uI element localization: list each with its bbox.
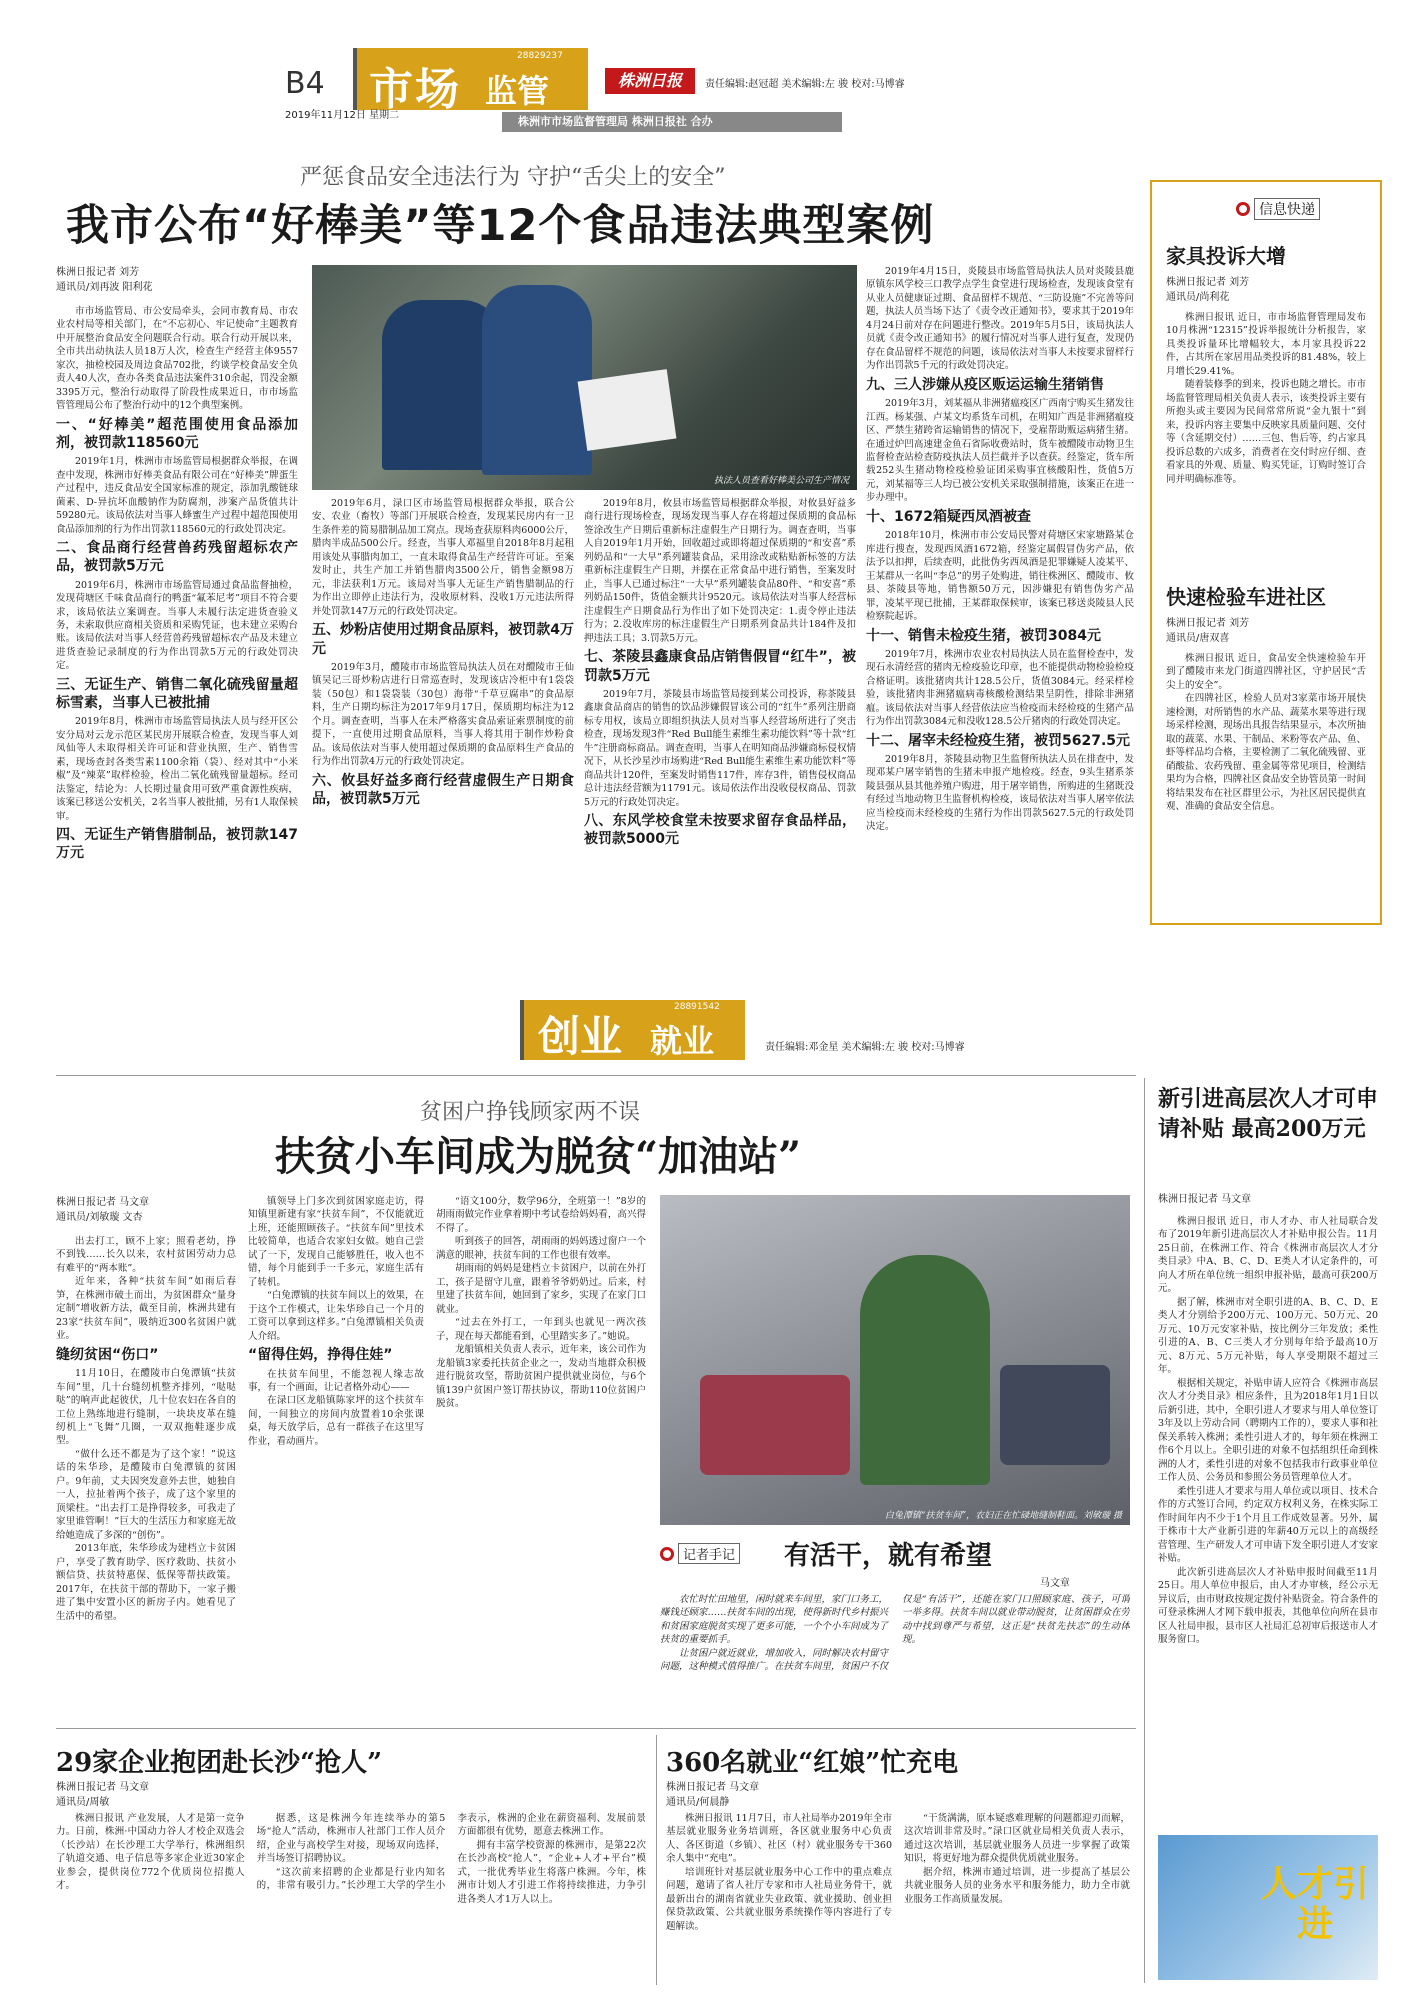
lead-col1 [56, 305, 298, 925]
reporter-note [660, 1535, 1130, 1715]
note-body: 农忙时忙田地里，闲时就来车间里，家门口务工，赚钱还顾家……扶贫车间的出现，使得新时代乡村振兴和贫困家庭脱贫实现了更多可能，一个个小车间成为了扶贫的重要抓手。 让贫困户就近就业，增加收入，同时解决农村留守问题，这种模式值得推广。在扶贫车间里，贫困户不仅仅是“有活干”，还能在家门口照顾家庭、孩子，可谓一举多得。扶贫车间以就业带动脱贫，让贫困群众在劳动中找到尊严与希望，这正是“扶贫先扶志”的生动体现。 [660, 1594, 1130, 1673]
issue-date: 2019年11月12日 星期二 [285, 110, 400, 121]
case-3-text: 2019年8月，株洲市市场监管局执法人员与经开区公安分局对云龙示范区某民房开展联合检查，发现当事人刘凤仙等人未取得相关许可证和营业执照，生产、销售雪素，现场查封各类雪素1100余箱（袋）、经对其中“小米椒”及“辣菜”取样检验，检出二氧化硫残留量超标。经司法鉴定，结论为：人长期过量食用可致严重食源性疾病，该案已移送公安机关，2名当事人被批捕，另有1人取保候审。 [56, 716, 298, 822]
case-9-title: 九、三人涉嫌从疫区贩运运输生猪销售 [866, 376, 1104, 393]
story5-headline: 新引进高层次人才可申请补贴 最高200万元 [1158, 1086, 1379, 1142]
info-article-1-body: 株洲日报讯 近日，市市场监督管理局发布10月株洲“12315”投诉举报统计分析报告，家具类投诉量环比增幅较大，本月家具投诉22件，占其所在家居用品类投诉的81.48%，较上月增长29.41%。 随着装修季的到来，投诉也随之增长。市市场监督管理局相关负责人表示，该类投诉主要有所抱头或主要因为民间常常所说“金九银十”到来，投诉内容主要集中反映家具质量问题、交付等（含延期交付）……三包、售后等，约占家具投诉总数的六成多，消费者在交付时应仔细、查看家具的外观、质量、购买凭证，订购时签订合同并明确标准等。 [1166, 312, 1366, 485]
story4-byline: 株洲日报记者 马文章 通讯员/何晨静 [666, 1782, 760, 1808]
story4-headline: 360名就业“红娘”忙充电 [666, 1748, 959, 1778]
note-author: 马文章 [1040, 1578, 1070, 1589]
section2-editors: 责任编辑:邓金星 美术编辑:左 骏 校对:马博睿 [765, 1042, 965, 1053]
coop-bar: 株洲市市场监督管理局 株洲日报社 合办 [502, 112, 842, 132]
case-9-text: 2019年3月，刘某福从非洲猪瘟疫区广西南宁购买生猪发往江西。杨某强、卢某文均系货车司机，在明知广西是非洲猪瘟疫区、严禁生猪跨省运输销售的情况下，受雇帮助贩运病猪生猪。在通过炉凹高速建金鱼石省际收费站时，货车被醴陵市动物卫生监督检查站检查防疫执法人员拦截并予以查获。经鉴定，货车所载252头生猪动物检疫检验证团采购事宜核酸阳性，货值5万元，刘某福等三人均已被公安机关采取强制措施，该案正在进一步办理中。 [866, 398, 1134, 504]
case-12-text: 2019年8月，茶陵县动物卫生监督所执法人员在排查中，发现邓某户屠宰销售的生猪未申报产地检疫。经查，9头生猪系茶陵县强从县其他养殖户购进，用于屠宰销售，所购进的生猪既没有经过当地动物卫生监督机构检疫，该局依法对当事人屠宰依法应当检疫而未经检疫的生猪行为作出罚款5627.5元的行政处罚决定。 [866, 753, 1134, 833]
story3-body: 株洲日报讯 产业发展，人才是第一竞争力。日前，株洲·中国动力谷人才校企双选会（长沙站）在长沙理工大学举行，株洲组织了轨道交通、电子信息等多家企业近30家企业参会，提供岗位772个优质岗位招揽人才。 据悉，这是株洲今年连续举办的第5场“抢人”活动，株洲市人社部门工作人员介绍，企业与高校学生对接，现场双向选择，并当场签订招聘协议。 “这次前来招聘的企业都是行业内知名的，非常有吸引力。”长沙理工大学的学生小李表示，株洲的企业在薪资福利、发展前景方面都很有优势，愿意去株洲工作。 拥有丰富学校资源的株洲市，是第22次在长沙高校“抢人”，“企业+人才+平台”模式，一批优秀毕业生将落户株洲。今年，株洲市计划人才引进工作将持续推进，力争引进各类人才1万人以上。 [56, 1813, 646, 1905]
section2-header [520, 1000, 1320, 1070]
story5-body: 株洲日报讯 近日，市人才办、市人社局联合发布了2019年新引进高层次人才补贴申报公告。11月25日前，在株洲工作、符合《株洲市高层次人才分类目录》中A、B、C、D、E类人才认定条件的，可向人才所在单位统一组织申报补贴，最高可获200万元。 据了解，株洲市对全职引进的A、B、C、D、E类人才分别给予200万元、100万元、50万元、20万元、10万元安家补贴，按比例分三年发放；柔性引进的A、B、C三类人才分别每年给予最高10万元、8万元、5万元补贴，每人享受期限不超过三年。 根据相关规定，补贴申请人应符合《株洲市高层次人才分类目录》相应条件，且为2018年1月1日以后新引进，其中，全职引进人才要求与用人单位签订3年及以上劳动合同（聘期内工作的），要求人事和社保关系转入株洲；柔性引进人才的，每年须在株洲工作6个月以上。全职引进的对象不包括组织任命到株洲的人才，柔性引进的对象不包括我市行政事业单位工作人员、公务员和参照公务员管理单位人才。 柔性引进人才要求与用人单位或以项目、技术合作的方式签订合同，约定双方权利义务，在株实际工作时间年内不少于1个月且工作成效显著。另外，属于株市十大产业新引进的年薪40万元以上的高级经营管理、生产研发人才可申请下发全职引进人才安家补贴。 此次新引进高层次人才补贴申报时间截至11月25日。用人单位申报后，由人才办审核，经公示无异议后，由市财政按规定拨付补贴资金。符合条件的可登录株洲人才网下载申报表，其他单位向所在县市区人社局申报，县市区人社局汇总初审后报送市人才服务窗口。 [1158, 1216, 1378, 1646]
talent-badge-text: 人才引进 [1260, 1864, 1369, 1945]
case-10-text: 2018年10月，株洲市市公安局民警对荷塘区宋家塘路某仓库进行搜查，发现西凤酒1672箱，经鉴定属假冒伪劣产品，依法予以扣押，后续查明，此批伪劣西凤酒是犯罪嫌疑人凌某平、王某群从一名叫“李总”的男子处购进，销往株洲区、醴陵市、攸县、茶陵县等地，销售额50万元，因涉嫌犯有销售伪劣产品罪，凌某平现已批捕，王某群取保候审，该案已移送炎陵县人民检察院起诉。 [866, 530, 1134, 623]
editors-line: 责任编辑:赵冠超 美术编辑:左 骏 校对:马博睿 [705, 79, 905, 90]
note-dot-icon [660, 1547, 674, 1561]
story2-photo-caption: 白兔潭镇“扶贫车间”，农妇正在忙碌地缝制鞋面。刘敏璇 摄 [884, 1511, 1122, 1521]
case-11-text: 2019年7月，株洲市农业农村局执法人员在监督检查中，发现石永清经营的猪肉无检疫验讫印章，也不能提供动物检验检疫合格证明。该批猪肉共计128.5公斤，货值3084元。经采样检验，该批猪肉非洲猪瘟病毒核酸检测结果呈阴性，排除非洲猪瘟。该局依法对当事人经营依法应当检疫而未经检疫的生猪产品行为作出罚款3084元和没收128.5公斤猪肉的行政处罚决定。 [866, 648, 1134, 728]
note-label: 记者手记 有活干，就有希望 [660, 1535, 1130, 1572]
section-badge [353, 48, 588, 115]
case-6-text: 2019年8月，攸县市场监管局根据群众举报，对攸县好益多商行进行现场检查，现场发现当事人存在将超过保质期的食品标签涂改生产日期后重新标注虚假生产日期行为。调查查明，当事人自2019年1月开始，回收超过或即将超过保质期的“和安喜”系列奶品和“一大早”系列罐装食品，采用涂改或粘贴新标签的方法重新标注虚假生产日期，并摆在正常食品中进行销售，至案发时止，当事人已通过标注“一大早”系列罐装食品80件、“和安喜”系列奶品150件，货值金额共计9520元。该局依法对当事人经营标注虚假生产日期食品行为作出了如下处罚决定：1.责令停止违法行为；2.没收库房的标注虚假生产日期系列食品共计184件及扣押违法工具；3.罚款5万元。 [584, 498, 856, 644]
page-number: B4 [285, 66, 325, 101]
case-2-text: 2019年6月，株洲市市场监管局通过食品监督抽检，发现荷塘区千味食品商行的鸭蛋“氟苯尼考”项目不符合要求，该局依法立案调查。当事人未履行法定进货查验义务，未索取供应商相关资质和采购凭证，也未建立采购台账。该局依法对当事人经营兽药残留超标农产品及未建立进货查验记录制度的行为作出罚款5万元的行政处罚决定。 [56, 579, 298, 672]
section2-title-small: 就业 [650, 1022, 715, 1060]
case-4-title: 四、无证生产销售腊制品，被罚款147万元 [56, 827, 298, 862]
case-11-title: 十一、销售未检疫生猪，被罚3084元 [866, 627, 1101, 644]
section2-badge [520, 1000, 745, 1060]
case-5-title: 五、炒粉店使用过期食品原料，被罚款4万元 [312, 622, 574, 657]
story5-byline: 株洲日报记者 马文章 [1158, 1194, 1252, 1205]
story2-col3: “语文100分，数学96分，全班第一！”8岁的胡雨雨做完作业拿着期中考试卷给妈妈看，高兴得不得了。 听到孩子的回答，胡雨雨的妈妈透过窗户一个满意的眼神，扶贫车间的工作也很有效率。 胡雨雨的妈妈是建档立卡贫困户，以前在外打工，孩子是留守儿童，跟着爷爷奶奶过。后来，村里建了扶贫车间，她回到了家乡，实现了在家门口就业。 “过去在外打工，一年到头也就见一两次孩子，现在每天都能看到，心里踏实多了。”她说。 龙船镇相关负责人表示，近年来，该公司作为龙船镇3家委托扶贫企业之一，发动当地群众积极进行脱贫攻坚，帮助贫困户提供就业岗位，与6个镇139户贫困户签订帮扶协议，帮助110位贫困户脱贫。 [436, 1196, 646, 1410]
info-dot-icon [1236, 202, 1250, 216]
case-6-title: 六、攸县好益多商行经营虚假生产日期食品，被罚款5万元 [312, 772, 574, 807]
section-phone: 28829237 [517, 51, 563, 61]
story2-headline: 扶贫小车间成为脱贫“加油站” [275, 1133, 802, 1180]
talent-badge-image [1158, 1835, 1378, 1980]
section2-phone: 28891542 [674, 1002, 720, 1012]
info-article-1-title: 家具投诉大增 [1166, 244, 1286, 268]
case-5-text: 2019年3月，醴陵市市场监管局执法人员在对醴陵市王仙镇吴记三哥炒粉店进行日常巡查时，发现该店冷柜中有1袋袋装（50包）和1袋袋装（30包）海带“千草豆腐串”的食品原料，生产日期均标注为2017年9月17日，保质期均标注为12个月。调查查明，当事人在未严格落实食品索证索票制度的前提下，一直使用过期食品原料，当事人将其用于制作炒粉食品。该局依法对当事人使用超过保质期的食品原料生产食品的行为作出罚款4万元的行政处罚决定。 [312, 661, 574, 768]
newspaper-logo: 株洲日报 [605, 68, 695, 94]
story2-sub1: 缝纫贫困“伤口” [56, 1346, 159, 1363]
case-10-title: 十、1672箱疑西凤酒被查 [866, 508, 1031, 525]
case-2-title: 二、食品商行经营兽药残留超标农产品，被罚款5万元 [56, 540, 298, 575]
case-1-text: 2019年1月，株洲市市场监管局根据群众举报，在调查中发现，株洲市好棒美食品有限公司在“好棒美”牌蛋生产过程中，违反食品安全国家标准的规定，添加乳酸链球菌素、D-异抗坏血酸钠作为防腐剂，涉案产品货值共计59280元。该局依法对当事人蜂蜜生产过程中超范围使用食品添加剂的行为作出罚款118560元的行政处罚决定。 [56, 456, 298, 535]
section-title-small: 监管 [485, 72, 550, 110]
case-12-title: 十二、屠宰未经检疫生猪，被罚5627.5元 [866, 732, 1131, 749]
lead-col2 [312, 497, 574, 925]
info-article-2-body: 株洲日报讯 近日，食品安全快速检验车开到了醴陵市来龙门街道四牌社区，守护居民“舌尖上的安全”。 在四牌社区，检验人员对3家菜市场开展快速检测，对所销售的水产品、蔬菜水果等进行现场采样检测，现场出具报告结果显示，本次所抽取的蔬菜、水果、干制品、米粉等农产品、鱼、虾等样品均合格，主要检测了二氧化硫残留、亚硝酸盐、农药残留、重金属等常见项目，检测结果均为合格，四牌社区食品安全协管员第一时间将结果发布在社区群里公示，为社区居民提供直观、准确的食品安全信息。 [1166, 653, 1366, 813]
note-title: 有活干，就有希望 [784, 1541, 993, 1571]
case-1-title: 一、“好棒美”超范围使用食品添加剂，被罚款118560元 [56, 416, 298, 452]
info-box-label: 信息快递 [1236, 198, 1366, 220]
lead-byline: 株洲日报记者 刘芳 通讯员/刘再波 阳利花 [56, 267, 153, 293]
lead-col3 [584, 497, 856, 925]
story2-kicker: 贫困户挣钱顾家两不误 [420, 1100, 641, 1125]
section-title-big: 市场 [369, 64, 461, 115]
lead-col4 [866, 265, 1134, 925]
story3-byline: 株洲日报记者 马文章 通讯员/周敏 [56, 1782, 150, 1808]
story2-byline: 株洲日报记者 马文章 通讯员/刘敏璇 文杏 [56, 1197, 150, 1223]
story2-col1: 出去打工，顾不上家；照看老幼，挣不到钱……长久以来，农村贫困劳动力总有难平的“两本账”。 近年来，各种“扶贫车间”如雨后春笋，在株洲市破土而出，为贫困群众“量身定制”增收新方法，截至目前，株洲共建有23家“扶贫车间”，吸纳近300名贫困户就业。 缝纫贫困“伤口” 11月10日，在醴陵市白兔潭镇“扶贫车间”里，几十台缝纫机整齐排列，“哒哒哒”的响声此起彼伏，几十位农妇在各自的工位上熟练地进行缝制，一块块皮革在缝纫机上“飞舞”几圈，一双双拖鞋逐步成型。 “做什么还不都是为了这个家！”说这话的朱华珍，是醴陵市白兔潭镇的贫困户。9年前，丈夫因突发意外去世，她独自一人，拉扯着两个孩子，成了这个家里的顶梁柱。“出去打工是挣得较多，可我走了家里谁管啊！”巨大的生活压力和家庭无故给她造成了多深的“创伤”。 2013年底，朱华珍成为建档立卡贫困户，享受了教育助学、医疗救助、扶贫小额信贷、扶贫特惠保、低保等帮扶政策。2017年，在扶贫干部的帮助下，一家子搬进了集中安置小区的新房子内。她看见了生活中的希望。 [56, 1236, 236, 1622]
story2-sub2: “留得住妈，挣得住娃” [248, 1347, 393, 1364]
case-4-text: 2019年6月，渌口区市场监管局根据群众举报，联合公安、农业（畜牧）等部门开展联合检查，发现某民房内有一卫生条件差的简易腊制品加工窝点。现场查获原料肉6000公斤，腊肉半成品500公斤。经查，当事人邓福里自2018年8月起租用该处从事腊肉加工，一直未取得食品生产经营许可证。至案发时止，共生产加工并销售腊肉3500公斤，销售金额98万元，非法获利1万元。该局对当事人无证生产销售腊制品的行为作出立即停止违法行为，没收原材料、没收1万元违法所得并处罚款147万元的行政处罚决定。 [312, 498, 574, 617]
story3-headline: 29家企业抱团赴长沙“抢人” [56, 1748, 383, 1778]
lead-headline: 我市公布“好棒美”等12个食品违法典型案例 [66, 201, 935, 251]
story4-body: 株洲日报讯 11月7日，市人社局举办2019年全市基层就业服务业务培训班，各区就业服务中心负责人、各区街道（乡镇）、社区（村）就业服务专干360余人集中“充电”。 培训班针对基层就业服务中心工作中的重点难点问题，邀请了省人社厅专家和市人社局业务骨干，就最新出台的湖南省就业失业政策、就业援助、创业担保贷款政策、公共就业服务系统操作等内容进行了专题解读。 “干货满满，原本疑惑难理解的问题都迎刃而解，这次培训非常及时。”渌口区就业局相关负责人表示，通过这次培训，基层就业服务人员进一步掌握了政策知识，将更好地为群众提供优质就业服务。 据介绍，株洲市通过培训，进一步提高了基层公共就业服务人员的业务水平和服务能力，助力全市就业服务工作高质量发展。 [666, 1813, 1130, 1932]
case-3-title: 三、无证生产、销售二氧化硫残留量超标雪素，当事人已被批捕 [56, 676, 298, 712]
lead-photo [312, 265, 857, 490]
lead-intro: 市市场监管局、市公安局牵头，会同市教育局、市农业农村局等相关部门，在“不忘初心、牢记使命”主题教育中开展整治食品安全问题联合行动。联合行动开展以来，全市共出动执法人员18万人次，检查生产经营主体9557家次，抽检校园及周边食品702批，约谈学校食品安全负责人40人次，查办各类食品违法案件310余起，罚没金额3395万元，整治行动取得了阶段性成果近日，市市场监管管理局公布了整治行动中的12个典型案例。 [56, 306, 298, 412]
lead-photo-caption: 执法人员查看好棒美公司生产情况 [713, 476, 849, 486]
case-8-text: 2019年4月15日，炎陵县市场监管局执法人员对炎陵县鹿原镇东风学校三口教学点学生食堂进行现场检查，发现该食堂有从业人员健康证过期、食品留样不规范、“三防设施”不完善等问题，执法人员当场下达了《责令改正通知书》，要求其于2019年4月24日前对存在问题进行整改。2019年5月5日，该局执法人员就《责令改正通知书》的履行情况对当事人进行复查，发现仍存在食品留样不规范的问题，该局依法对当事人未按要求留样行为作出罚款5千元的行政处罚决定。 [866, 266, 1134, 372]
case-7-text: 2019年7月，茶陵县市场监管局接到某公司投诉，称茶陵县鑫康食品商店的销售的饮品涉嫌假冒该公司的“红牛”系列注册商标专用权，该局立即组织执法人员对当事人经营场所进行了突击检查，现场发现3件“Red Bull能生素维生素功能饮料”等十款“红牛”注册商标商品。调查查明，当事人在明知商品涉嫌商标侵权情况下，从长沙星沙市场购进“Red Bull能生素维生素功能饮料”等商品共计120件，至案发时销售117件，库存3件，销售侵权商品总计违法经营额为11791元。该局依法作出没收侵权商品、罚款5万元的行政处罚决定。 [584, 688, 856, 808]
case-7-title: 七、茶陵县鑫康食品店销售假冒“红牛”，被罚款5万元 [584, 649, 856, 684]
info-article-2-title: 快速检验车进社区 [1166, 585, 1326, 609]
info-box [1150, 180, 1382, 925]
case-8-title: 八、东风学校食堂未按要求留存食品样品，被罚款5000元 [584, 813, 856, 848]
section2-title-big: 创业 [538, 1012, 623, 1061]
info-article-1-byline: 株洲日报记者 刘芳 通讯员/尚利花 [1166, 277, 1250, 303]
lead-kicker: 严惩食品安全违法行为 守护“舌尖上的安全” [300, 165, 726, 190]
story2-photo [660, 1195, 1130, 1525]
info-article-2-byline: 株洲日报记者 刘芳 通讯员/唐双喜 [1166, 618, 1250, 644]
story2-col2: 镇领导上门多次到贫困家庭走访，得知镇里新建有家“扶贫车间”，不仅能就近上班，还能照顾孩子。“扶贫车间”里技术比较简单，也适合农家妇女做。她自己尝试了一下，发现自己能够胜任，收入也不错，每个月能到手一千多元，家庭生活有了转机。 “白兔潭镇的扶贫车间以上的效果，在于这个工作模式，让朱华珍自己一个月的工资可以拿到这样多。”白兔潭镇相关负责人介绍。 “留得住妈，挣得住娃” 在扶贫车间里，不能忽视人缘志故事，有一个画面，让记者格外动心—— 在渌口区龙船镇陈家坪的这个扶贫车间，一间独立的房间内放置着10余张课桌，每天放学后，总有一群孩子在这里写作业，看动画片。 [248, 1196, 424, 1447]
page-header [285, 40, 1285, 128]
